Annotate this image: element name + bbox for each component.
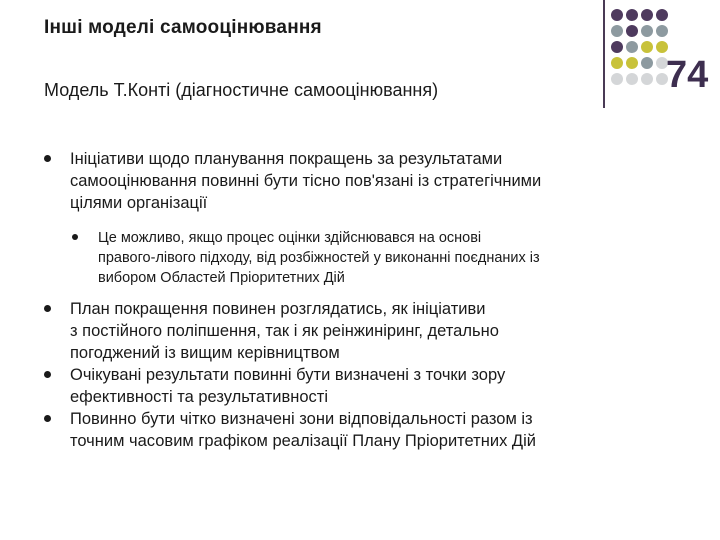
decorative-dot xyxy=(611,73,623,85)
divider-line xyxy=(603,0,605,108)
page-number: 74 xyxy=(666,54,709,96)
bullet-text: План покращення повинен розглядатись, як ініціативи з постійного поліпшення, так і як реінжиніринг, детально погоджений із вищим керівництвом xyxy=(70,300,499,362)
sub-bullet-item xyxy=(72,228,694,288)
bullet-list xyxy=(44,148,694,452)
decorative-dot-grid xyxy=(610,8,670,98)
bullet-dot xyxy=(44,305,51,312)
bullet-dot xyxy=(72,234,78,240)
slide-title: Інші моделі самооцінювання xyxy=(44,17,322,38)
decorative-dot xyxy=(626,57,638,69)
decorative-dot xyxy=(641,41,653,53)
bullet-dot xyxy=(44,155,51,162)
decorative-dot xyxy=(626,9,638,21)
decorative-dot xyxy=(641,73,653,85)
bullet-dot xyxy=(44,415,51,422)
bullet-text: Це можливо, якщо процес оцінки здійснювався на основі правого-лівого підходу, від розбіжностей у виконанні поєднаних із вибором Областей Пріоритетних Дій xyxy=(98,230,540,286)
decorative-dot xyxy=(611,41,623,53)
decorative-dot xyxy=(611,57,623,69)
bullet-text: Очікувані результати повинні бути визначені з точки зору ефективності та результативності xyxy=(70,366,506,406)
bullet-item xyxy=(44,298,694,364)
bullet-item xyxy=(44,364,694,408)
decorative-dot xyxy=(656,41,668,53)
bullet-item xyxy=(44,148,694,214)
bullet-text: Повинно бути чітко визначені зони відповідальності разом із точним часовим графіком реалізації Плану Пріоритетних Дій xyxy=(70,410,536,450)
decorative-dot xyxy=(656,25,668,37)
decorative-dot xyxy=(626,41,638,53)
slide-subtitle: Модель Т.Конті (діагностичне самооцінювання) xyxy=(44,80,439,100)
bullet-dot xyxy=(44,371,51,378)
bullet-item xyxy=(44,408,694,452)
decorative-dot xyxy=(641,9,653,21)
bullet-text: Ініціативи щодо планування покращень за результатами самооцінювання повинні бути тісно пов'язані із стратегічними цілями організації xyxy=(70,150,542,212)
decorative-dot xyxy=(641,25,653,37)
decorative-dot xyxy=(626,73,638,85)
decorative-dot xyxy=(611,25,623,37)
decorative-dot xyxy=(626,25,638,37)
decorative-dot xyxy=(656,9,668,21)
decorative-dot xyxy=(611,9,623,21)
decorative-dot xyxy=(641,57,653,69)
